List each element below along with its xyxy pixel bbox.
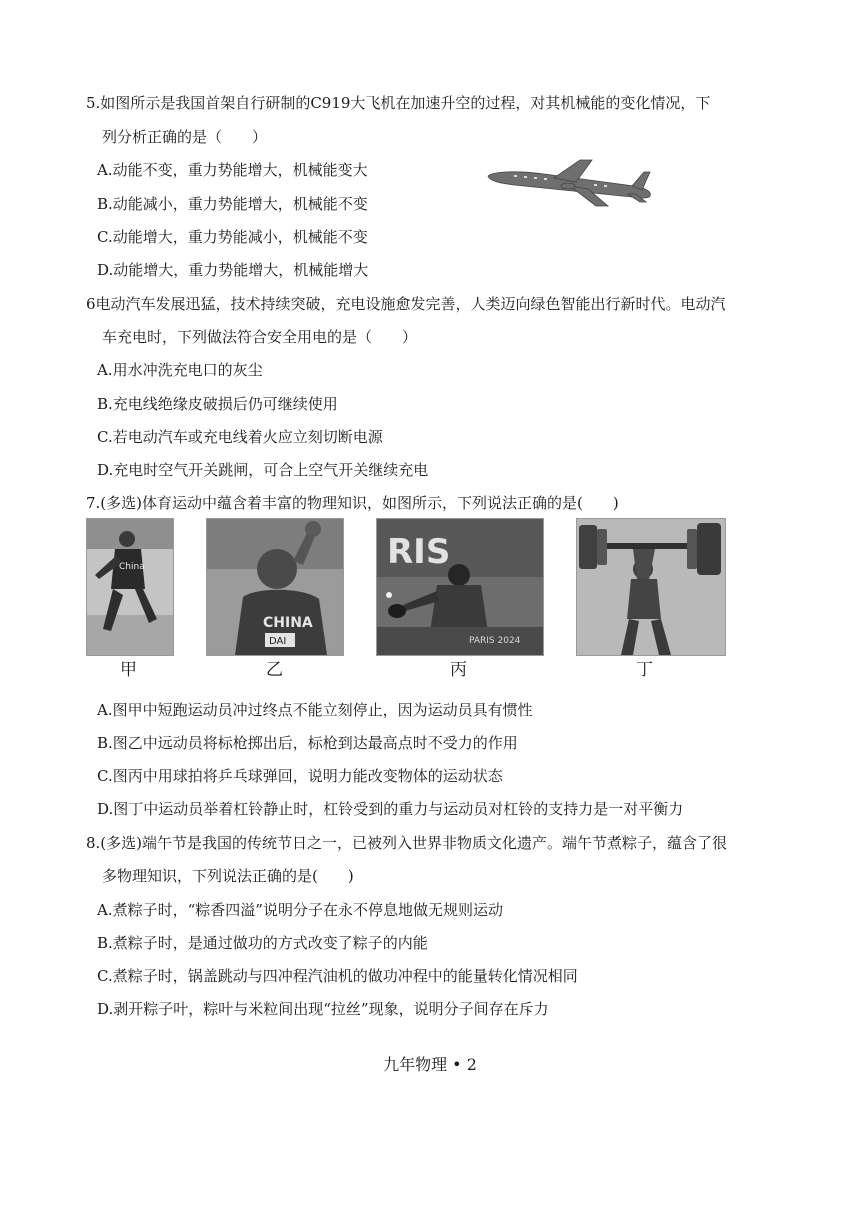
- q8-option-a: A.煮粽子时，“粽香四溢”说明分子在永不停息地做无规则运动: [97, 901, 503, 919]
- q6-option-b: B.充电线绝缘皮破损后仍可继续使用: [97, 395, 338, 413]
- q7-option-d: D.图丁中运动员举着杠铃静止时，杠铃受到的重力与运动员对杠铃的支持力是一对平衡力: [97, 800, 684, 818]
- q6-option-d: D.充电时空气开关跳闸，可合上空气开关继续充电: [97, 461, 429, 479]
- banner-text: RIS: [387, 532, 451, 572]
- q6-option-a: A.用水冲洗充电口的灰尘: [97, 361, 263, 379]
- q8-option-d: D.剥开粽子叶，粽叶与米粒间出现“拉丝”现象，说明分子间存在斥力: [97, 1000, 549, 1018]
- weightlifting-photo: [576, 518, 726, 656]
- board-text: PARIS 2024: [469, 636, 521, 646]
- caption-bing: 丙: [450, 660, 467, 680]
- q7-option-c: C.图丙中用球拍将乒乓球弹回，说明力能改变物体的运动状态: [97, 767, 503, 785]
- q5-option-c: C.动能增大，重力势能减小，机械能不变: [97, 228, 368, 246]
- q8-option-c: C.煮粽子时，锅盖跳动与四冲程汽油机的做功冲程中的能量转化情况相同: [97, 967, 578, 985]
- q8-stem-line1: 8.(多选)端午节是我国的传统节日之一，已被列入世界非物质文化遗产。端午节煮粽子，蕴含了很: [86, 834, 728, 852]
- q5-option-b: B.动能减小，重力势能增大，机械能不变: [97, 195, 368, 213]
- q8-stem-line2: 多物理知识，下列说法正确的是( ): [102, 867, 354, 885]
- q7-option-b: B.图乙中远动员将标枪掷出后，标枪到达最高点时不受力的作用: [97, 734, 518, 752]
- q6-stem-line2: 车充电时，下列做法符合安全用电的是（ ）: [102, 328, 418, 346]
- sprinter-photo: [86, 518, 174, 656]
- caption-ding: 丁: [636, 660, 653, 680]
- table-tennis-photo: [376, 518, 544, 656]
- q5-stem-line2: 列分析正确的是（ ）: [102, 128, 268, 146]
- q6-option-c: C.若电动汽车或充电线着火应立刻切断电源: [97, 428, 383, 446]
- q5-stem-line1: 5.如图所示是我国首架自行研制的C919大飞机在加速升空的过程，对其机械能的变化情况，下: [86, 94, 711, 112]
- javelin-bib-text: DAI: [269, 636, 287, 647]
- caption-yi: 乙: [266, 660, 283, 680]
- javelin-jersey-text: CHINA: [263, 615, 313, 631]
- page-footer: 九年物理 • 2: [383, 1055, 477, 1074]
- javelin-photo: [206, 518, 344, 656]
- sprinter-jersey-text: China: [119, 562, 145, 572]
- q7-stem-line1: 7.(多选)体育运动中蕴含着丰富的物理知识，如图所示，下列说法正确的是( ): [86, 494, 619, 512]
- airplane-icon: [484, 156, 656, 210]
- q8-option-b: B.煮粽子时，是通过做功的方式改变了粽子的内能: [97, 934, 428, 952]
- caption-jia: 甲: [120, 660, 137, 680]
- q7-option-a: A.图甲中短跑运动员冲过终点不能立刻停止，因为运动员具有惯性: [97, 701, 533, 719]
- q6-stem-line1: 6电动汽车发展迅猛，技术持续突破，充电设施愈发完善，人类迈向绿色智能出行新时代。电动汽: [86, 295, 726, 313]
- q5-option-a: A.动能不变，重力势能增大，机械能变大: [97, 161, 368, 179]
- q5-option-d: D.动能增大，重力势能增大，机械能增大: [97, 261, 369, 279]
